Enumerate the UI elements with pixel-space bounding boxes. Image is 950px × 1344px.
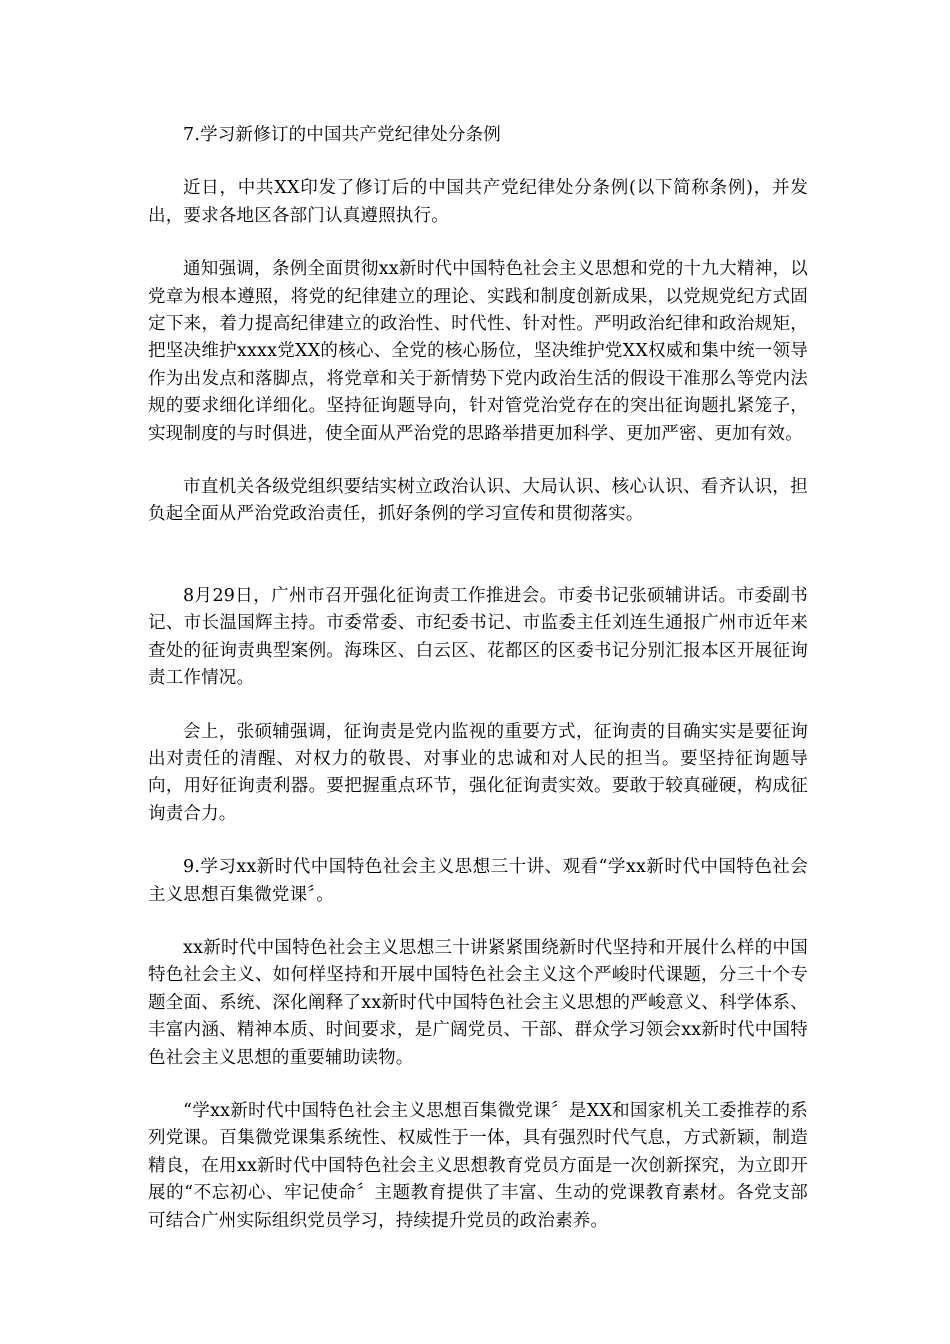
paragraph-micro-party-lessons: “学xx新时代中国特色社会主义思想百集微党课〞是XX和国家机关工委推荐的系列党课。百集微党课集系统性、权威性于一体，具有强烈时代气息，方式新颖，制造精良，在用xx新时代中国特色社会主义思想教育党员方面是一次创新探究，为立即开展的“不忘初心、牢记使命〞主题教育提供了丰富、生动的党课教育素材。各党支部可结合广州实际组织党员学习，持续提升党员的政治素养。	[148, 1100, 808, 1231]
paragraph-regulation-issued: 近日，中共XX印发了修订后的中国共产党纪律处分条例(以下简称条例)，并发出，要求各地区各部门认真遵照执行。	[148, 178, 808, 226]
paragraph-meeting-remarks: 会上，张硕辅强调，征询责是党内监视的重要方式，征询责的目确实实是要征询出对责任的清醒、对权力的敬畏、对事业的忠诚和对人民的担当。要坚持征询题导向，用好征询责利器。要把握重点环节，强化征询责实效。要敢于较真碰硬，构成征询责合力。	[148, 721, 808, 824]
section-heading-9: 9.学习xx新时代中国特色社会主义思想三十讲、观看“学xx新时代中国特色社会主义思想百集微党课〞。	[148, 857, 808, 905]
paragraph-notice-emphasis: 通知强调，条例全面贯彻xx新时代中国特色社会主义思想和党的十九大精神，以党章为根本遵照，将党的纪律建立的理论、实践和制度创新成果，以党规党纪方式固定下来，着力提高纪律建立的政治性、时代性、针对性。严明政治纪律和政治规矩，把坚决维护xxxx党XX的核心、全党的核心肠位，坚决维护党XX权威和集中统一领导作为出发点和落脚点，将党章和关于新情势下党内政治生活的假设干准那么等党内法规的要求细化详细化。坚持征询题导向，针对管党治党存在的突出征询题扎紧笼子，实现制度的与时俱进，使全面从严治党的思路举措更加科学、更加严密、更加有效。	[148, 259, 808, 444]
paragraph-thirty-lectures: xx新时代中国特色社会主义思想三十讲紧紧围绕新时代坚持和开展什么样的中国特色社会主义、如何样坚持和开展中国特色社会主义这个严峻时代课题，分三十个专题全面、系统、深化阐释了xx新时代中国特色社会主义思想的严峻意义、科学体系、丰富内涵、精神本质、时间要求，是广阔党员、干部、群众学习领会xx新时代中国特色社会主义思想的重要辅助读物。	[148, 937, 808, 1068]
paragraph-accountability-meeting: 8月29日，广州市召开强化征询责工作推进会。市委书记张硕辅讲话。市委副书记、市长温国辉主持。市委常委、市纪委书记、市监委主任刘连生通报广州市近年来查处的征询责典型案例。海珠区、白云区、花都区的区委书记分别汇报本区开展征询责工作情况。	[148, 585, 808, 689]
section-heading-7: 7.学习新修订的中国共产党纪律处分条例	[183, 125, 501, 145]
document-body	[148, 122, 808, 1235]
paragraph-municipal-organs: 市直机关各级党组织要结实树立政治认识、大局认识、核心认识、看齐认识，担负起全面从严治党政治责任，抓好条例的学习宣传和贯彻落实。	[148, 477, 808, 525]
